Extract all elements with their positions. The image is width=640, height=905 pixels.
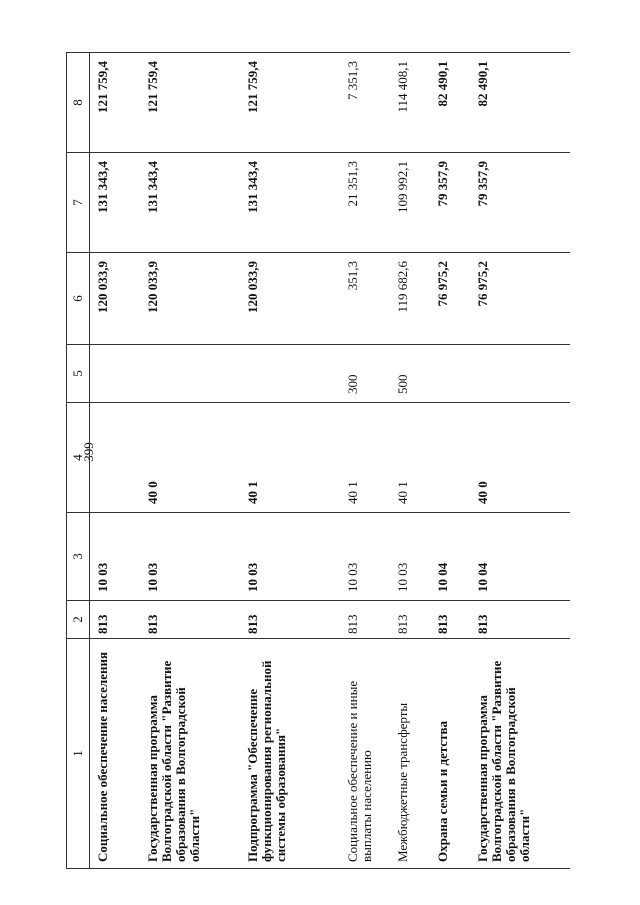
target-code: 40 1 (240, 403, 340, 513)
dept-code: 813 (390, 601, 430, 639)
section-code: 10 03 (140, 513, 240, 601)
dept-code: 813 (340, 601, 390, 639)
table-row (390, 53, 430, 869)
column-header: 4 (67, 403, 90, 513)
table-row (340, 53, 390, 869)
year3-amount: 121 759,4 (240, 53, 340, 153)
row-name: Социальное обеспечение населения (90, 639, 141, 869)
column-header: 6 (67, 253, 90, 345)
year1-amount: 120 033,9 (90, 253, 141, 345)
row-name: Подпрограмма "Обеспечение функционирования региональной системы образования" (240, 639, 340, 869)
budget-table (66, 52, 570, 869)
column-header: 2 (67, 601, 90, 639)
expense-type-code: 300 (340, 345, 390, 403)
target-code: 40 1 (390, 403, 430, 513)
year3-amount: 82 490,1 (430, 53, 470, 153)
target-code: 40 0 (470, 403, 570, 513)
dept-code: 813 (90, 601, 141, 639)
budget-sheet (50, 0, 620, 905)
year2-amount: 79 357,9 (470, 153, 570, 253)
target-code (430, 403, 470, 513)
year3-amount: 121 759,4 (140, 53, 240, 153)
section-code: 10 03 (340, 513, 390, 601)
dept-code: 813 (240, 601, 340, 639)
row-name: Межбюджетные трансферты (390, 639, 430, 869)
target-code (90, 403, 141, 513)
table-row (90, 53, 141, 869)
year2-amount: 21 351,3 (340, 153, 390, 253)
year1-amount: 120 033,9 (240, 253, 340, 345)
year2-amount: 131 343,4 (90, 153, 141, 253)
row-name: Охрана семьи и детства (430, 639, 470, 869)
row-name: Государственная программа Волгоградской области "Развитие образования в Волгоградской области" (140, 639, 240, 869)
expense-type-code (470, 345, 570, 403)
section-code: 10 03 (390, 513, 430, 601)
column-header: 7 (67, 153, 90, 253)
row-name: Государственная программа Волгоградской области "Развитие образования в Волгоградской области" (470, 639, 570, 869)
year2-amount: 79 357,9 (430, 153, 470, 253)
target-code: 40 1 (340, 403, 390, 513)
section-code: 10 04 (470, 513, 570, 601)
year2-amount: 109 992,1 (390, 153, 430, 253)
target-code: 40 0 (140, 403, 240, 513)
column-header: 5 (67, 345, 90, 403)
column-header: 1 (67, 639, 90, 869)
column-header: 8 (67, 53, 90, 153)
table-row (240, 53, 340, 869)
expense-type-code (140, 345, 240, 403)
year1-amount: 76 975,2 (430, 253, 470, 345)
section-code: 10 03 (240, 513, 340, 601)
dept-code: 813 (430, 601, 470, 639)
year3-amount: 114 408,1 (390, 53, 430, 153)
year1-amount: 76 975,2 (470, 253, 570, 345)
year3-amount: 82 490,1 (470, 53, 570, 153)
table-header (67, 53, 90, 869)
year2-amount: 131 343,4 (240, 153, 340, 253)
section-code: 10 04 (430, 513, 470, 601)
table-row (470, 53, 570, 869)
year3-amount: 121 759,4 (90, 53, 141, 153)
year3-amount: 7 351,3 (340, 53, 390, 153)
table-row (430, 53, 470, 869)
row-name: Социальное обеспечение и иные выплаты населению (340, 639, 390, 869)
table-row (140, 53, 240, 869)
year1-amount: 119 682,6 (390, 253, 430, 345)
section-code: 10 03 (90, 513, 141, 601)
expense-type-code (90, 345, 141, 403)
year1-amount: 120 033,9 (140, 253, 240, 345)
year1-amount: 351,3 (340, 253, 390, 345)
expense-type-code (430, 345, 470, 403)
column-header: 3 (67, 513, 90, 601)
page-number: 399 (81, 442, 96, 462)
expense-type-code (240, 345, 340, 403)
year2-amount: 131 343,4 (140, 153, 240, 253)
dept-code: 813 (140, 601, 240, 639)
expense-type-code: 500 (390, 345, 430, 403)
dept-code: 813 (470, 601, 570, 639)
